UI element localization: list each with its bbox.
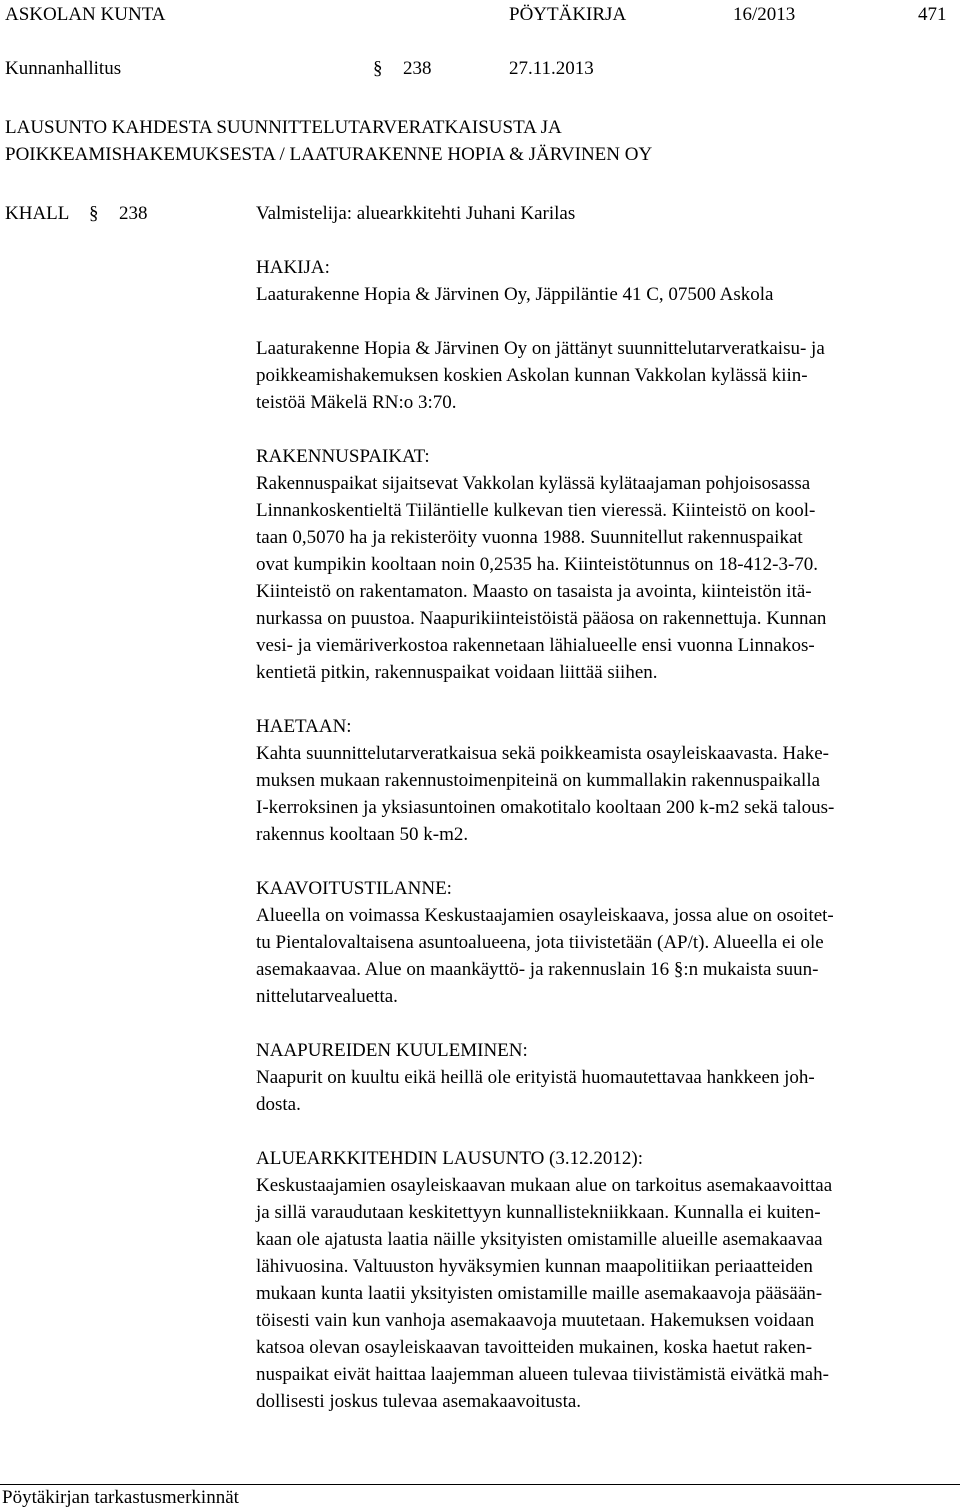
- section-number: 238: [403, 58, 432, 79]
- item-section-symbol: §: [89, 203, 99, 224]
- section-body: Keskustaajamien osayleiskaavan mukaan alue on tarkoitus asemakaavoittaa ja sillä varaudutaan keskitettyyn kunnallistekniikkaan. Kunnalla ei kuiten- kaan ole ajatusta laatia näille yksityisten omistamille alueille asemakaavaa lähivuosina. Valtuuston hyväksymien kunnan maapolitiikan periaatteiden mukaan kunta laatii yksityisten omistamille maille asemakaavoja pääsään- töisesti vain kun vanhoja asemakaavoja muutetaan. Hakemuksen voidaan katsoa olevan osayleiskaavan tavoitteiden mukainen, koska haetut raken- nuspaikat eivät haittaa laajemman alueen tulevaa tiivistämistä eivätkä mah- dollisesti joskus tulevaa asemakaavoitusta.: [256, 1175, 833, 1412]
- footer-verification-label: Pöytäkirjan tarkastusmerkinnät: [2, 1487, 239, 1508]
- document-type: PÖYTÄKIRJA: [509, 4, 627, 25]
- section-body: Naapurit on kuultu eikä heillä ole erityistä huomautettavaa hankkeen joh- dosta.: [256, 1067, 815, 1115]
- section-heading: RAKENNUSPAIKAT:: [256, 446, 430, 467]
- section-body: Laaturakenne Hopia & Järvinen Oy on jättänyt suunnittelutarveratkaisu- ja poikkeamishakemuksen koskien Askolan kunnan Vakkolan kylässä kiin- teistöä Mäkelä RN:o 3:70.: [256, 338, 825, 413]
- section-application: [256, 713, 954, 848]
- section-heading: ALUEARKKITEHDIN LAUSUNTO (3.12.2012):: [256, 1148, 643, 1169]
- item-number: 238: [119, 203, 148, 224]
- section-neighbour-hearing: [256, 1037, 954, 1118]
- document-body: [256, 254, 954, 1442]
- section-body: Laaturakenne Hopia & Järvinen Oy, Jäppiläntie 41 C, 07500 Askola: [256, 284, 774, 305]
- governing-body: Kunnanhallitus: [5, 58, 122, 79]
- municipality-name: ASKOLAN KUNTA: [5, 4, 166, 25]
- section-heading: HAKIJA:: [256, 257, 330, 278]
- section-heading: NAAPUREIDEN KUULEMINEN:: [256, 1040, 528, 1061]
- section-zoning-status: [256, 875, 954, 1010]
- section-summary: [256, 335, 954, 416]
- section-body: Kahta suunnittelutarveratkaisua sekä poikkeamista osayleiskaavasta. Hake- muksen mukaan rakennustoimenpiteinä on kummallakin rakennuspaikalla I-kerroksinen ja yksiasuntoinen omakotitalo kooltaan 200 k-m2 sekä talous- rakennus kooltaan 50 k-m2.: [256, 743, 835, 845]
- document-title: LAUSUNTO KAHDESTA SUUNNITTELUTARVERATKAISUSTA JA POIKKEAMISHAKEMUKSESTA / LAATURAKENNE HOPIA & JÄRVINEN OY: [5, 117, 653, 165]
- section-body: Alueella on voimassa Keskustaajamien osayleiskaava, jossa alue on osoitet- tu Pientalovaltaisena asuntoalueena, jota tiivistetään (AP/t). Alueella ei ole asemakaavaa. Alue on maankäyttö- ja rakennuslain 16 §:n mukaista suun- nittelutarvealuetta.: [256, 905, 834, 1007]
- meeting-date: 27.11.2013: [509, 58, 594, 79]
- section-heading: KAAVOITUSTILANNE:: [256, 878, 452, 899]
- section-architect-statement: [256, 1145, 954, 1415]
- section-applicant: [256, 254, 954, 308]
- section-heading: HAETAAN:: [256, 716, 352, 737]
- page-number: 471: [918, 4, 947, 25]
- document-number: 16/2013: [733, 4, 796, 25]
- section-symbol: §: [373, 58, 383, 79]
- item-label: KHALL: [5, 203, 70, 224]
- section-building-sites: [256, 443, 954, 686]
- preparer-line: Valmistelija: aluearkkitehti Juhani Karilas: [256, 203, 576, 224]
- section-body: Rakennuspaikat sijaitsevat Vakkolan kylässä kylätaajaman pohjoisosassa Linnankoskentieltä Tiiläntielle kulkevan tien vieressä. Kiinteistö on kool- taan 0,5070 ha ja rekisteröity vuonna 1988. Suunnitellut rakennuspaikat ovat kumpikin kooltaan noin 0,2535 ha. Kiinteistötunnus on 18-412-3-70. Kiinteistö on rakentamaton. Maasto on tasaista ja avointa, kiinteistön itä- nurkassa on puustoa. Naapurikiinteistöistä pääosa on rakennettuja. Kunnan vesi- ja viemäriverkostoa rakennetaan lähialueelle ensi vuonna Linnakos- kentietä pitkin, rakennuspaikat voidaan liittää siihen.: [256, 473, 827, 683]
